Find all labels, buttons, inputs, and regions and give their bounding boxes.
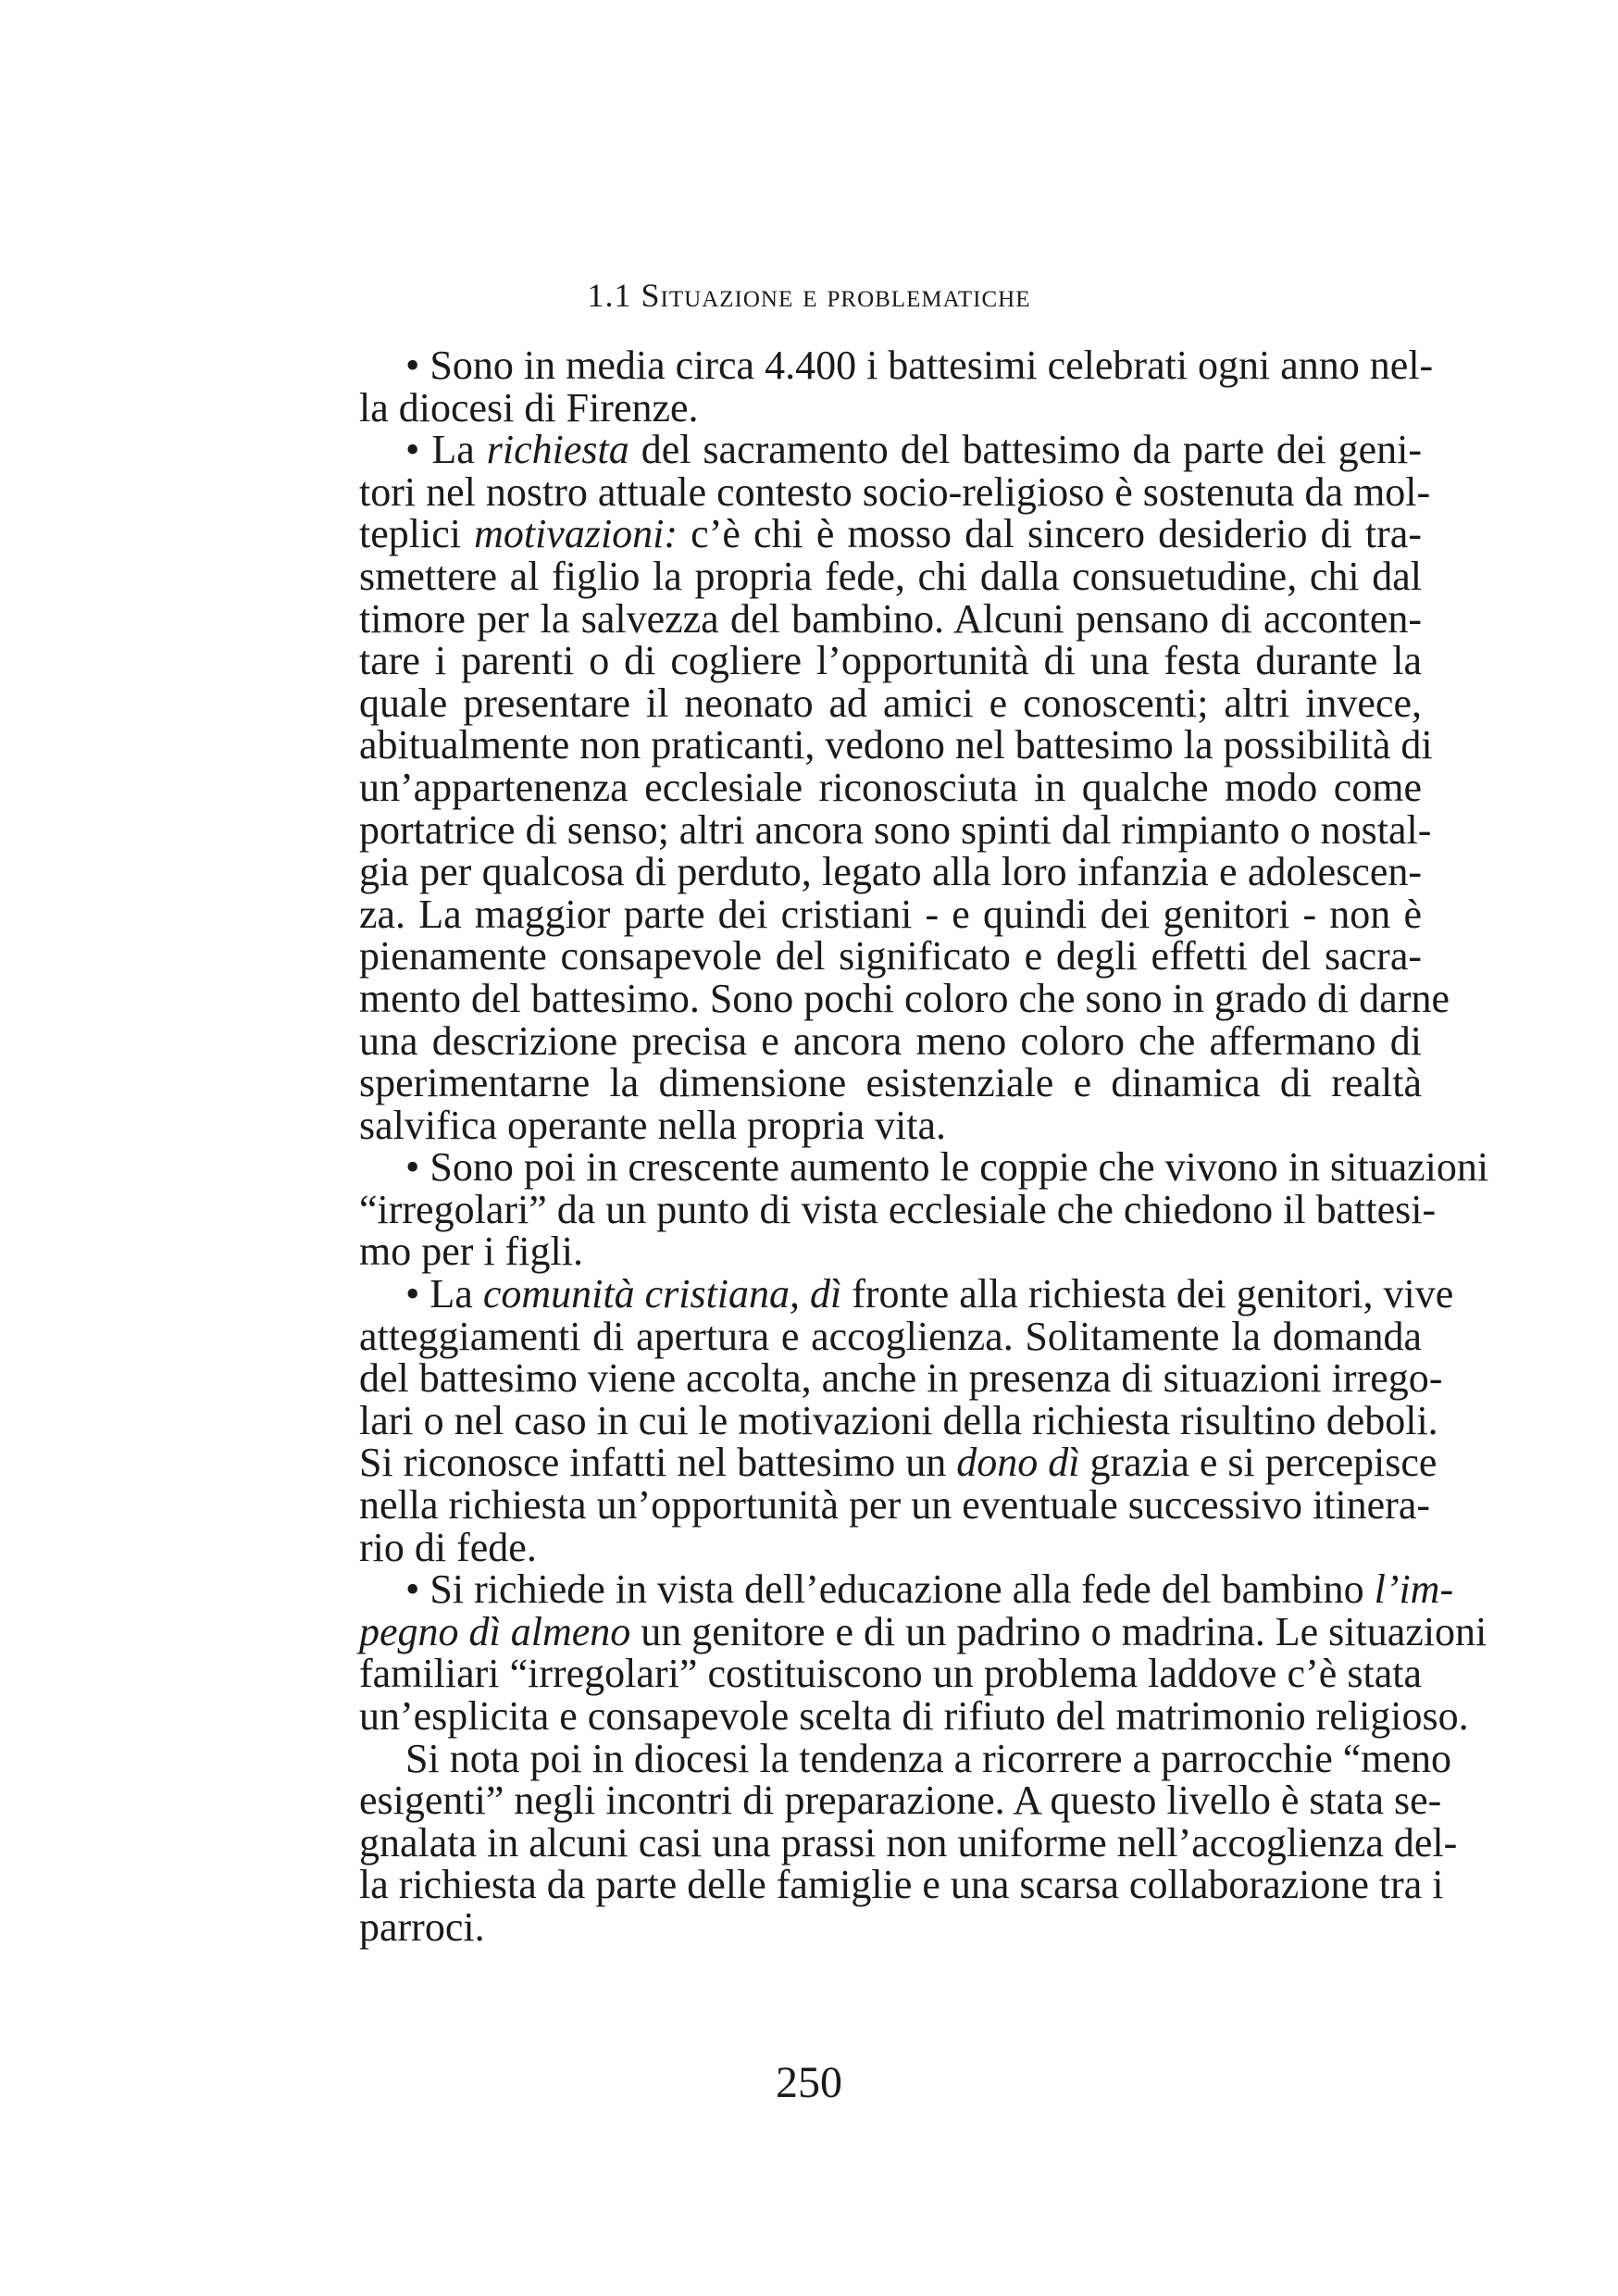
paragraph-2 [359, 427, 1450, 1148]
text-line: familiari “irregolari” costituiscono un problema laddove c’è stata [359, 1651, 1422, 1697]
text-line: esigenti” negli incontri di preparazione. A questo livello è stata se- [359, 1778, 1442, 1824]
section-heading [0, 276, 1618, 315]
text-line: una descrizione precisa e ancora meno coloro che affermano di [359, 1017, 1422, 1064]
text-line: lari o nel caso in cui le motivazioni della richiesta risultino deboli. [359, 1397, 1438, 1443]
text-line: la diocesi di Firenze. [359, 384, 699, 430]
italic-phrase: richiesta [486, 427, 629, 473]
text-line: parroci. [359, 1903, 485, 1950]
paragraph-5 [359, 1566, 1487, 1739]
text-line: abitualmente non praticanti, vedono nel battesimo la possibilità di [359, 722, 1433, 768]
text-line: un’appartenenza ecclesiale riconosciuta in qualche modo come [359, 764, 1422, 810]
body-text [359, 343, 1489, 1950]
paragraph-4 [359, 1271, 1454, 1570]
text-line: • Sono poi in crescente aumento le coppie che vivono in situazioni [405, 1144, 1489, 1191]
text-line: pienamente consapevole del significato e degli effetti del sacra- [359, 933, 1422, 980]
section-number: 1.1 [587, 277, 632, 314]
text-line: del battesimo viene accolta, anche in presenza di situazioni irrego- [359, 1355, 1443, 1402]
paragraph-3 [359, 1144, 1489, 1275]
italic-phrase: motivazioni: [474, 511, 678, 557]
text-line: tori nel nostro attuale contesto socio-religioso è sostenuta da mol- [359, 468, 1431, 515]
text-line: pegno dì almeno un genitore e di un padrino o madrina. Le situazioni [359, 1608, 1487, 1654]
text-line: “irregolari” da un punto di vista ecclesiale che chiedono il battesi- [359, 1186, 1437, 1232]
italic-phrase: dono dì [956, 1440, 1080, 1486]
italic-phrase: comunità cristiana, dì [482, 1271, 842, 1317]
text-line: za. La maggior parte dei cristiani - e quindi dei genitori - non è [359, 891, 1422, 937]
text-line: • Si richiede in vista dell’educazione alla fede del bambino l’im- [405, 1566, 1454, 1613]
text-line: un’esplicita e consapevole scelta di rifiuto del matrimonio religioso. [359, 1693, 1469, 1739]
text-line: portatrice di senso; altri ancora sono spinti dal rimpianto o nostal- [359, 806, 1432, 853]
text-line: Si nota poi in diocesi la tendenza a ricorrere a parrocchie “meno [405, 1735, 1452, 1781]
text-line: atteggiamenti di apertura e accoglienza. Solitamente la domanda [359, 1313, 1422, 1359]
text-line: teplici motivazioni: c’è chi è mosso dal sincero desiderio di tra- [359, 511, 1422, 557]
text-line: mo per i figli. [359, 1229, 583, 1275]
paragraph-1 [359, 343, 1434, 430]
italic-phrase: pegno dì almeno [359, 1608, 631, 1654]
page-number: 250 [776, 2058, 842, 2107]
text-line: la richiesta da parte delle famiglie e una scarsa collaborazione tra i [359, 1862, 1444, 1908]
italic-phrase: l’im- [1374, 1566, 1454, 1613]
text-line: • Sono in media circa 4.400 i battesimi celebrati ogni anno nel- [405, 343, 1434, 388]
text-line: salvifica operante nella propria vita. [359, 1102, 947, 1148]
text-line: • La richiesta del sacramento del battesimo da parte dei geni- [405, 427, 1423, 473]
text-line: rio di fede. [359, 1524, 537, 1570]
text-line: gia per qualcosa di perduto, legato alla loro infanzia e adolescen- [359, 849, 1422, 895]
text-line: • La comunità cristiana, dì fronte alla richiesta dei genitori, vive [405, 1271, 1454, 1317]
text-line: smettere al figlio la propria fede, chi dalla consuetudine, chi dal [359, 553, 1422, 599]
paragraph-6 [359, 1735, 1458, 1950]
section-title-text: Situazione e problematiche [641, 277, 1031, 314]
text-line: sperimentarne la dimensione esistenziale e dinamica di realtà [359, 1060, 1422, 1106]
text-line: quale presentare il neonato ad amici e conoscenti; altri invece, [359, 680, 1422, 726]
text-line: timore per la salvezza del bambino. Alcuni pensano di acconten- [359, 595, 1422, 642]
text-line: nella richiesta un’opportunità per un eventuale successivo itinera- [359, 1482, 1431, 1529]
text-line: mento del battesimo. Sono pochi coloro che sono in grado di darne [359, 975, 1450, 1021]
text-line: gnalata in alcuni casi una prassi non uniforme nell’accoglienza del- [359, 1819, 1458, 1866]
text-line: tare i parenti o di cogliere l’opportunità di una festa durante la [359, 638, 1422, 684]
text-line: Si riconosce infatti nel battesimo un dono dì grazia e si percepisce [359, 1440, 1438, 1486]
